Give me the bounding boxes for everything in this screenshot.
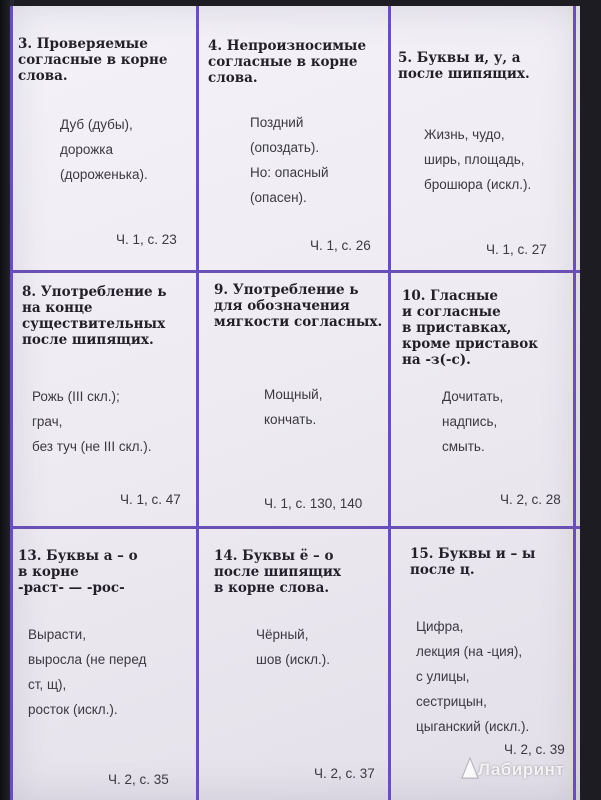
card-15 <box>410 546 572 794</box>
grid-line-col1 <box>196 6 199 800</box>
page-reference: Ч. 1, с. 27 <box>486 242 547 257</box>
example-line: дорожка <box>60 142 113 157</box>
card-title: 10. Гласные и согласные в приставках, кроме приставок на -з(-с). <box>402 288 539 368</box>
card-8 <box>22 284 192 520</box>
card-examples <box>250 110 329 210</box>
grid-line-row1 <box>10 270 580 273</box>
example-line: Рожь (III скл.); <box>32 389 120 404</box>
grid-line-right <box>573 6 576 800</box>
example-line: грач, <box>32 414 63 429</box>
card-title: 4. Непроизносимые согласные в корне слова. <box>208 38 367 86</box>
example-line: без туч (не III скл.). <box>32 439 152 454</box>
example-line: лекция (на -ция), <box>416 644 523 659</box>
example-line: Жизнь, чудо, <box>424 127 505 142</box>
grid-line-left <box>10 6 13 800</box>
example-line: Но: опасный <box>250 165 329 180</box>
page-reference: Ч. 2, с. 39 <box>504 742 565 757</box>
grid-line-row2 <box>10 526 580 529</box>
page-reference: Ч. 2, с. 28 <box>500 492 561 507</box>
card-14 <box>214 548 386 794</box>
example-line: выросла (не перед <box>28 652 147 667</box>
book-page <box>10 6 580 800</box>
example-line: Дочитать, <box>442 389 504 404</box>
card-title: 13. Буквы а – о в корне -раст- — -рос- <box>18 548 138 596</box>
card-title: 5. Буквы и, у, а после шипящих. <box>398 50 530 82</box>
page-reference: Ч. 1, с. 130, 140 <box>264 496 363 511</box>
example-line: Мощный, <box>264 387 323 402</box>
example-line: шов (искл.). <box>256 652 330 667</box>
example-line: Цифра, <box>416 619 464 634</box>
card-title: 15. Буквы и – ы после ц. <box>410 546 536 578</box>
card-examples <box>32 384 152 459</box>
card-13 <box>18 548 192 794</box>
example-line: надпись, <box>442 414 498 429</box>
card-3 <box>18 36 192 266</box>
card-examples <box>28 622 146 722</box>
card-examples <box>60 112 148 187</box>
example-line: (дороженька). <box>60 167 148 182</box>
example-line: Чёрный, <box>256 627 309 642</box>
page-reference: Ч. 1, с. 47 <box>120 492 181 507</box>
example-line: сестрицын, <box>416 694 487 709</box>
example-line: кончать. <box>264 412 317 427</box>
grid-line-col2 <box>388 6 391 800</box>
labyrinth-logo-icon <box>460 756 480 780</box>
example-line: (опасен). <box>250 190 307 205</box>
example-line: брошюра (искл.). <box>424 177 532 192</box>
page-reference: Ч. 1, с. 26 <box>310 238 371 253</box>
card-examples <box>424 122 531 197</box>
page-reference: Ч. 2, с. 35 <box>108 772 169 787</box>
card-5 <box>398 50 570 266</box>
example-line: смыть. <box>442 439 485 454</box>
card-examples <box>256 622 330 672</box>
card-title: 3. Проверяемые согласные в корне слова. <box>18 36 168 84</box>
card-examples <box>416 614 529 739</box>
example-line: росток (искл.). <box>28 702 118 717</box>
example-line: цыганский (искл.). <box>416 719 530 734</box>
example-line: ст, щ), <box>28 677 67 692</box>
card-examples <box>264 382 322 432</box>
card-title: 9. Употребление ь для обозначения мягкости согласных. <box>214 282 383 330</box>
watermark: Лабиринт <box>478 760 565 779</box>
card-4 <box>208 38 384 268</box>
card-examples <box>442 384 503 459</box>
page-reference: Ч. 1, с. 23 <box>116 232 177 247</box>
example-line: Поздний <box>250 115 304 130</box>
card-title: 14. Буквы ё – о после шипящих в корне слова. <box>214 548 341 596</box>
example-line: (опоздать). <box>250 140 320 155</box>
example-line: Вырасти, <box>28 627 86 642</box>
page-reference: Ч. 2, с. 37 <box>314 766 375 781</box>
example-line: ширь, площадь, <box>424 152 525 167</box>
card-title: 8. Употребление ь на конце существительных после шипящих. <box>22 284 167 348</box>
card-9 <box>214 282 386 520</box>
example-line: Дуб (дубы), <box>60 117 133 132</box>
example-line: с улицы, <box>416 669 470 684</box>
card-10 <box>402 288 572 520</box>
